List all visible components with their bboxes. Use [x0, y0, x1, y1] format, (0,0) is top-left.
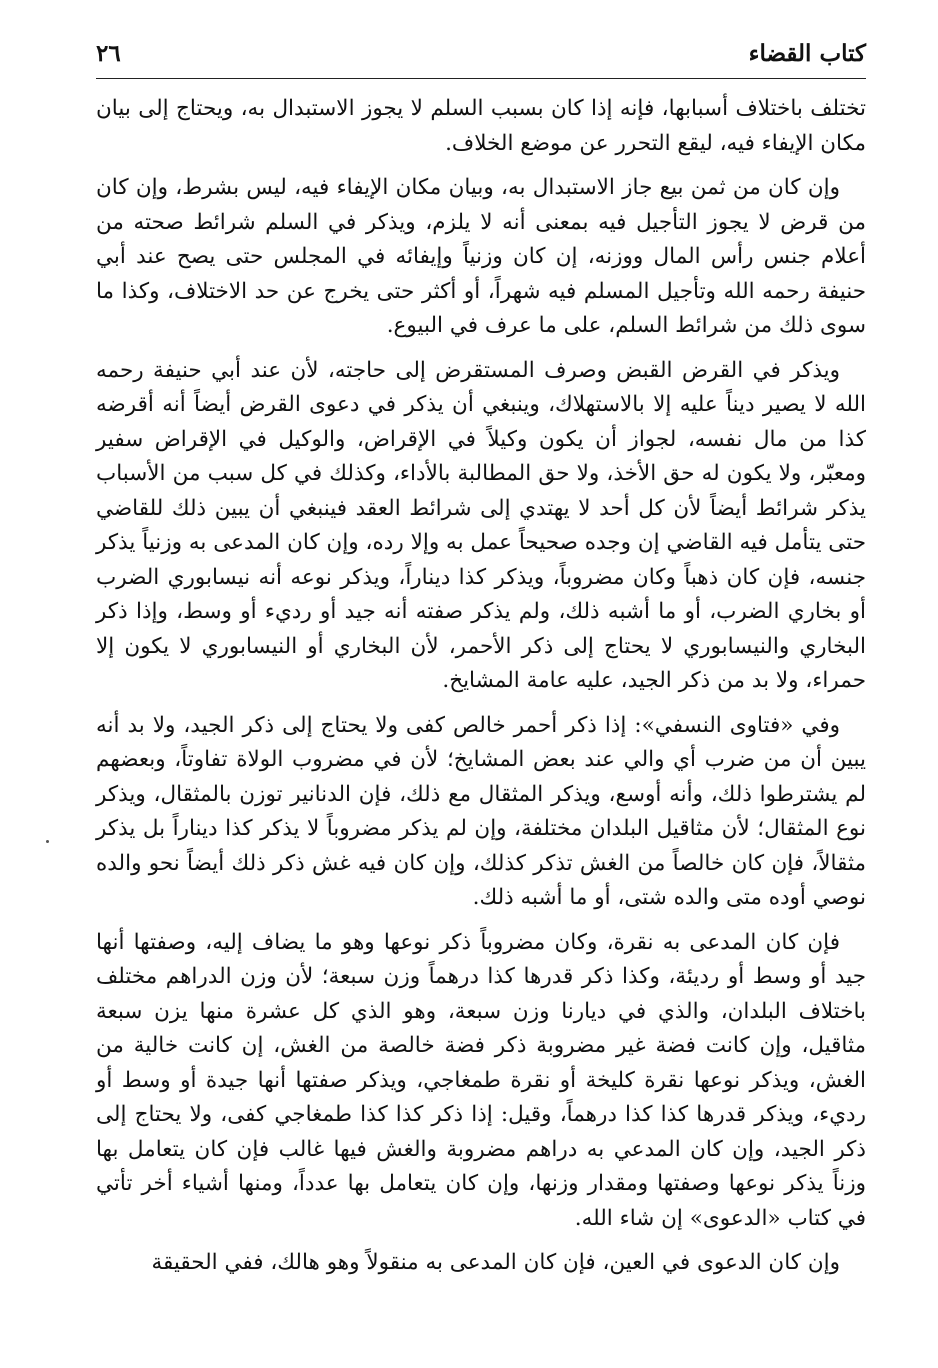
running-title: كتاب القضاء — [748, 40, 866, 67]
paragraph: وإن كان من ثمن بيع جاز الاستبدال به، وبيان مكان الإيفاء فيه، ليس بشرط، وإن كان من قرض لا يجوز التأجيل فيه بمعنى أنه لا يلزم، ويذكر في السلم شرائط صحته من أعلام جنس رأس المال ووزنه، إن كان وزنياً وإيفائه في المجلس حتى يصح عند أبي حنيفة رحمه الله وتأجيل المسلم فيه شهراً، أو أكثر حتى يخرج عن حد الاختلاف، وكذا ما سوى ذلك من شرائط السلم، على ما عرف في البيوع. — [96, 175, 866, 338]
page-number: ٢٦ — [96, 40, 121, 67]
paragraph: وفي «فتاوى النسفي»: إذا ذكر أحمر خالص كفى ولا يحتاج إلى ذكر الجيد، ولا بد أنه يبين أن من ضرب أي والي عند بعض المشايخ؛ لأن في مضروب الولاة تفاوتاً، وبعضهم لم يشترطوا ذلك، وأنه أوسع، ويذكر المثقال مع ذلك، فإن الدنانير توزن بالمثقال، ويذكر نوع المثقال؛ لأن مثاقيل البلدان مختلفة، وإن لم يذكر مضروباً لا يذكر كذا ديناراً بل يذكر مثقالاً، فإن كان خالصاً من الغش تذكر كذلك، وإن كان فيه غش ذكر ذلك أيضاً نحو والده نوصي أوده متى والده شتى، أو ما أشبه ذلك. — [96, 712, 866, 910]
margin-dot — [46, 840, 49, 843]
paragraph: فإن كان المدعى به نقرة، وكان مضروباً ذكر نوعها وهو ما يضاف إليه، وصفتها أنها جيد أو وسط أو رديئة، وكذا ذكر قدرها كذا درهماً وزن سبعة؛ لأن وزن الدراهم مختلف باختلاف البلدان، والذي في ديارنا وزن سبعة، وهو الذي كل عشرة منها يزن سبعة مثاقيل، وإن كانت فضة غير مضروبة ذكر فضة خالصة من الغش، إن كانت خالية من الغش، ويذكر نوعها نقرة كليخة أو نقرة طمغاجي، ويذكر صفتها أنها جيدة أو وسط أو رديء، ويذكر قدرها كذا كذا درهماً، وقيل: إذا ذكر كذا كذا طمغاجي كفى، ولا يحتاج إلى ذكر الجيد، وإن كان المدعي به دراهم مضروبة والغش فيها غالب فإن كان يتعامل بها وزناً يذكر نوعها وصفتها ومقدار وزنها، وإن كان يتعامل بها عدداً، ومنها أشياء أخر تأتي في كتاب «الدعوى» إن شاء الله. — [96, 929, 866, 1231]
page-header — [96, 34, 866, 84]
paragraph: تختلف باختلاف أسبابها، فإنه إذا كان بسبب السلم لا يجوز الاستبدال به، ويحتاج إلى بيان مكان الإيفاء فيه، ليقع التحرر عن موضع الخلاف. — [96, 96, 866, 156]
header-rule — [96, 78, 866, 79]
paragraph: وإن كان الدعوى في العين، فإن كان المدعى به منقولاً وهو هالك، ففي الحقيقة — [151, 1250, 840, 1275]
page-body — [96, 92, 866, 1291]
paragraph: ويذكر في القرض القبض وصرف المستقرض إلى حاجته، لأن عند أبي حنيفة رحمه الله لا يصير ديناً عليه إلا بالاستهلاك، وينبغي أن يذكر في دعوى القرض أيضاً أنه أقرضه كذا من مال نفسه، لجواز أن يكون وكيلاً في الإقراض، والوكيل في الإقراض سفير ومعبّر، ولا يكون له حق الأخذ، ولا حق المطالبة بالأداء، وكذلك في كل سبب من الأسباب يذكر شرائط أيضاً لأن كل أحد لا يهتدي إلى شرائط العقد فينبغي أن يبين ذلك للقاضي حتى يتأمل فيه القاضي إن وجده صحيحاً عمل به وإلا رده، وإن كان المدعى به وزنياً يذكر جنسه، فإن كان ذهباً وكان مضروباً، ويذكر كذا ديناراً، ويذكر نوعه أنه نيسابوري الضرب أو بخاري الضرب، أو ما أشبه ذلك، ولم يذكر صفته أنه جيد أو رديء أو وسط، وإذا ذكر البخاري والنيسابوري لا يحتاج إلى ذكر الأحمر، لأن البخاري أو النيسابوري لا يكون إلا حمراء، ولا بد من ذكر الجيد، عليه عامة المشايخ. — [96, 357, 866, 693]
